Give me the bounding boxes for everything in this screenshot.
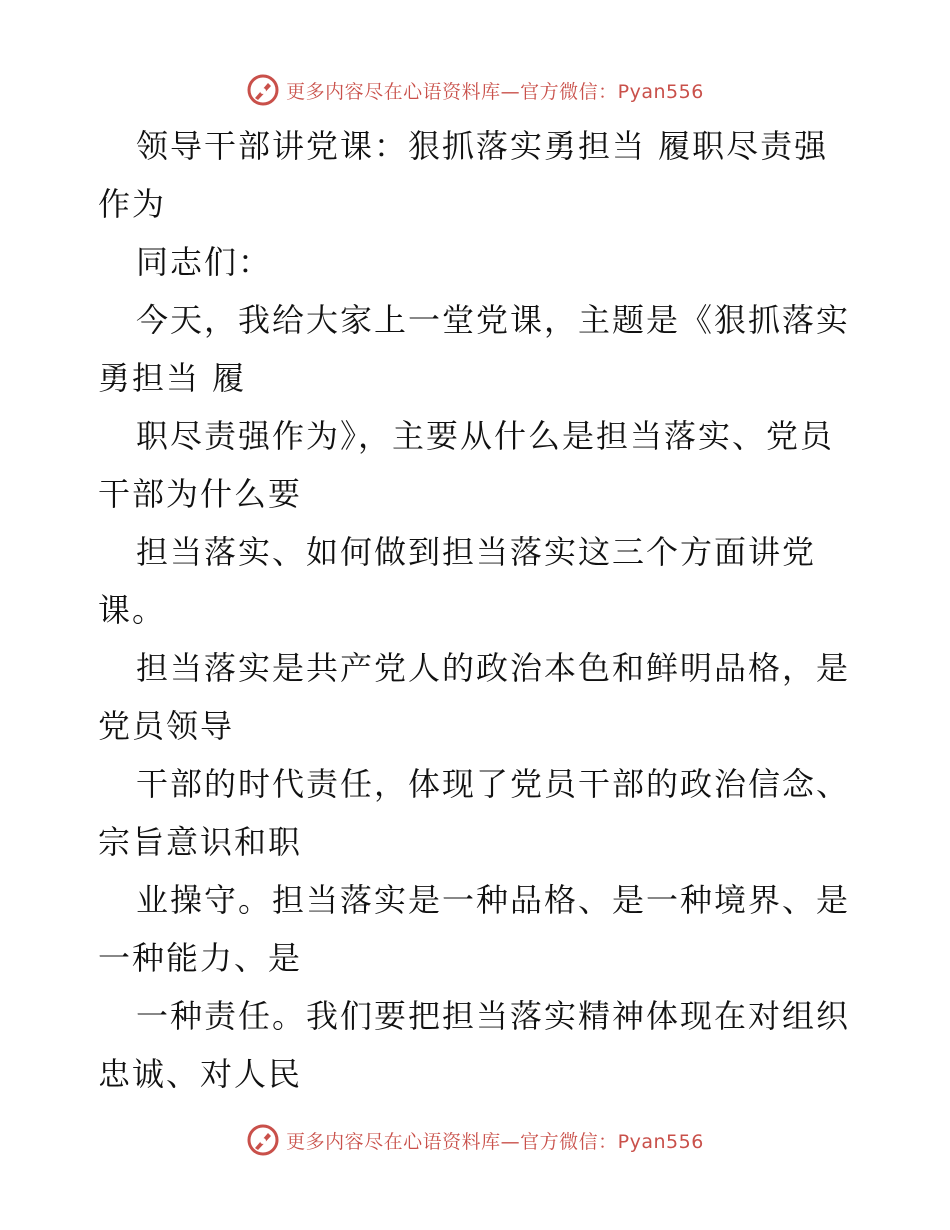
text-line: 党员领导 xyxy=(98,707,235,745)
text-line: 干部的时代责任，体现了党员干部的政治信念、 xyxy=(136,765,851,803)
header-watermark xyxy=(0,70,950,110)
title-line-1: 领导干部讲党课：狠抓落实勇担当 履职尽责强 xyxy=(136,127,829,165)
title-line-2: 作为 xyxy=(98,185,167,223)
text-line: 干部为什么要 xyxy=(98,475,303,513)
text-line: 职尽责强作为》，主要从什么是担当落实、党员 xyxy=(136,417,835,455)
text-line: 一种能力、是 xyxy=(98,939,303,977)
text-line: 担当落实、如何做到担当落实这三个方面讲党 xyxy=(136,533,817,571)
text-line: 担当落实是共产党人的政治本色和鲜明品格，是 xyxy=(136,649,851,687)
text-line: 一种责任。我们要把担当落实精神体现在对组织 xyxy=(136,997,851,1035)
salutation: 同志们： xyxy=(136,243,273,281)
footer-watermark xyxy=(0,1120,950,1160)
text-line: 课。 xyxy=(98,591,167,629)
text-line: 勇担当 履 xyxy=(98,359,247,397)
red-seal-pen-icon xyxy=(246,1123,280,1157)
text-line: 业操守。担当落实是一种品格、是一种境界、是 xyxy=(136,881,851,919)
text-line: 忠诚、对人民 xyxy=(98,1055,303,1093)
red-seal-pen-icon xyxy=(246,73,280,107)
watermark-text: 更多内容尽在心语资料库—官方微信：Pyan556 xyxy=(286,80,704,103)
text-line: 宗旨意识和职 xyxy=(98,823,303,861)
text-line: 今天，我给大家上一堂党课，主题是《狠抓落实 xyxy=(136,301,851,339)
watermark-text: 更多内容尽在心语资料库—官方微信：Pyan556 xyxy=(286,1130,704,1153)
document-body xyxy=(98,117,858,1103)
